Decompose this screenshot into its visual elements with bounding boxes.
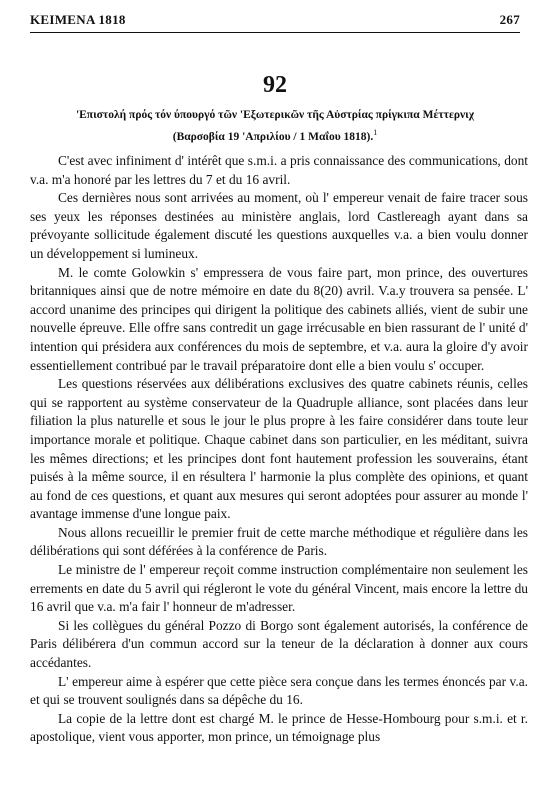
document-title [38,106,512,146]
page-number: 267 [499,12,520,27]
paragraph: Les questions réservées aux délibérations exclusives des quatre cabinets réunis, celles qui se rapportent au système conservateur de la Quadruple alliance, sont placées dans leur filiation la plus naturelle et sous le jour le plus propre à les faire considérer dans toute leur importance morale et politique. Chaque cabinet dans son particulier, en les méditant, suivra les mêmes directions; et les principes dont font hautement profession les souverains, étant puisés à la même source, il en résultera l' harmonie la plus complète des opinions, et quant au fond de ces questions, et quant aux mesures qui seront adoptées pour assurer au monde l' avantage immense d'une longue paix. [30,376,528,522]
paragraph: Nous allons recueillir le premier fruit de cette marche méthodique et régulière dans les délibérations qui sont déférées à la conférence de Paris. [30,524,528,559]
document-title-line-1: 'Επιστολή πρός τόν ύπουργό τῶν 'Εξωτερικῶν τῆς Αὐστρίας πρίγκιπα Μέττερνιχ [75,109,475,121]
paragraph: C'est avec infiniment d' intérêt que s.m.i. a pris connaissance des communications, dont v.a. m'a honoré par les lettres du 7 et du 16 avril. [30,153,528,187]
paragraph: La copie de la lettre dont est chargé M. le prince de Hesse-Hombourg pour s.m.i. et r. apostolique, vient vous apporter, mon prince, un témoignage plus [30,710,528,745]
footnote-marker: 1 [373,128,378,137]
paragraph: Si les collègues du général Pozzo di Borgo sont également autorisés, la conférence de Paris délibérera d'un commun accord sur la teneur de la déclaration à donner aux cours accédantes. [30,617,528,671]
letter-body [30,152,528,747]
running-header [30,10,520,33]
document-title-date: (Βαρσοβία 19 'Απριλίου / 1 Μαΐου 1818). [172,130,374,143]
document-title-line-2 [38,124,512,146]
running-header-title: KEIMENA 1818 [30,12,126,27]
paragraph: Le ministre de l' empereur reçoit comme instruction complémentaire non seulement les errements en date du 5 avril qui régleront le vote du général Vincent, mais encore la lettre du 16 avril que v.a. m'a fair l' honneur de m'adresser. [30,562,528,615]
paragraph: Ces dernières nous sont arrivées au moment, où l' empereur venait de faire tracer sous ses yeux les réponses destinées au ministère anglais, lord Castlereagh ayant dans sa prévoyante sollicitude également discuté les questions auxquelles v.a. a bien voulu donner un développement si lumineux. [30,190,528,261]
paragraph: L' empereur aime à espérer que cette pièce sera conçue dans les termes énoncés par v.a. et qui se trouvent soulignés dans sa dépêche du 16. [30,673,528,708]
document-number: 92 [263,72,287,98]
paragraph: M. le comte Golowkin s' empressera de vous faire part, mon prince, des ouvertures britanniques ainsi que de notre mémoire en date du 8(20) avril. V.a.y trouvera sa pensée. L' accord unanime des principes qui dirigent la politique des cabinets alliés, vient de subir une nouvelle épreuve. Elle offre sans contredit un gage irrécusable en bien rassurant de l' unité d' intention qui présidera aux conférences du mois de septembre, et v.a. aura la gloire d'y avoir essentiellement contribué par le travail préparatoire dont elle a bien voulu s' occuper. [30,264,528,373]
